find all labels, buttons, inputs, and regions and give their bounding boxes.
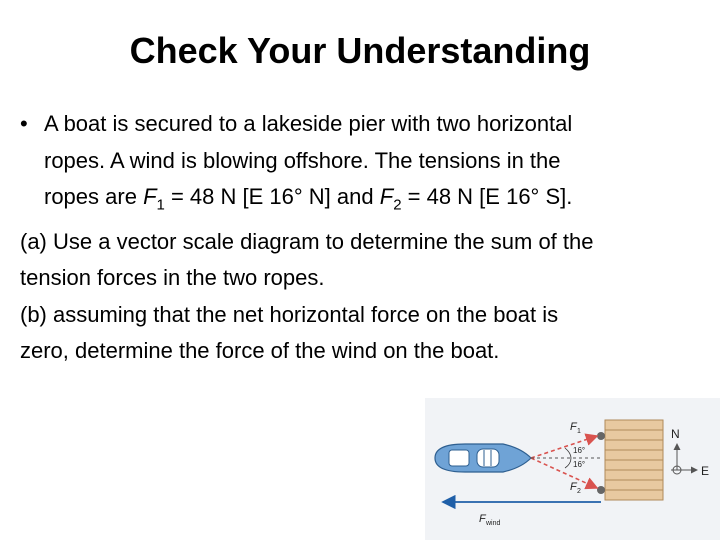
angle-label-bottom: 16° — [573, 460, 586, 469]
f1-label: F — [570, 421, 577, 433]
f2-vector — [531, 458, 597, 488]
compass-north-label: N — [671, 427, 680, 441]
boat-rope-diagram — [425, 398, 720, 540]
diagram-svg — [425, 398, 720, 540]
bullet-text-segment: = 48 N [E 16° S]. — [401, 184, 573, 209]
part-a-line-1: (a) Use a vector scale diagram to determine the sum of the — [20, 228, 594, 254]
f1-variable: F — [143, 184, 157, 209]
bullet-point — [20, 106, 700, 224]
angle-label-top: 16° — [573, 446, 586, 455]
bullet-text-segment: ropes are — [44, 184, 144, 209]
wind-label: F — [479, 513, 486, 525]
bullet-text-segment: = 48 N [E 16° N] and — [164, 184, 380, 209]
f1-label-sub: 1 — [577, 428, 581, 435]
f2-label: F — [570, 481, 577, 493]
compass-east-label: E — [701, 464, 710, 478]
slide-title: Check Your Understanding — [129, 30, 591, 71]
bullet-line-1: A boat is secured to a lakeside pier with two horizontal — [44, 111, 573, 136]
f1-vector — [531, 436, 597, 458]
part-b-line-2: zero, determine the force of the wind on the boat. — [20, 338, 500, 364]
bullet-icon: • — [20, 111, 28, 136]
slide-body — [20, 106, 700, 370]
bullet-line-2: ropes. A wind is blowing offshore. The tensions in the — [44, 147, 561, 173]
part-b-line-1: (b) assuming that the net horizontal force on the boat is — [20, 301, 559, 327]
f1-subscript: 1 — [156, 196, 165, 214]
f2-variable: F — [379, 184, 394, 209]
wind-label-sub: wind — [486, 520, 501, 527]
f2-subscript: 2 — [393, 196, 402, 214]
part-a-line-2: tension forces in the two ropes. — [20, 265, 325, 291]
compass-icon — [671, 444, 697, 474]
pier — [597, 420, 663, 500]
boat-icon — [435, 444, 531, 472]
bullet-line-3 — [44, 179, 700, 224]
f2-label-sub: 2 — [577, 488, 581, 495]
